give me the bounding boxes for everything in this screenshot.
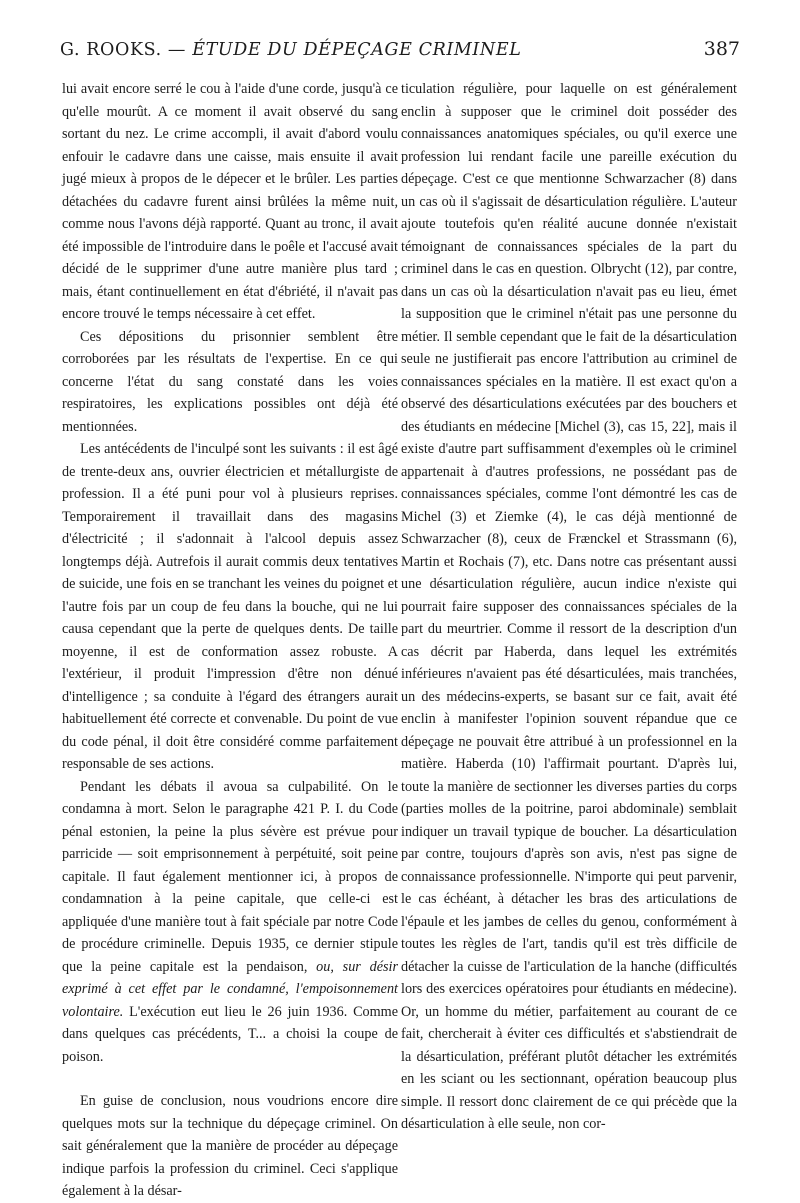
page-number: 387 bbox=[703, 38, 740, 60]
left-paragraph-3: Les antécédents de l'inculpé sont les suivants : il est âgé de trente-deux ans, ouvrier électricien et métallurgiste de profession. Il a été puni pour vol à plusieurs reprises. Temporairement il travaillait dans des magasins d'électricité ; il s'adonnait à l'alcool depuis assez longtemps déjà. Autrefois il aurait commis deux tentatives de suicide, une fois en se tranchant les veines du poignet et l'autre fois par un coup de feu dans la bouche, qui ne lui causa cependant que la perte de quelques dents. De taille moyenne, il est de conformation assez robuste. A l'extérieur, il produit l'impression d'être non dénué d'intelligence ; sa conduite à l'égard des étrangers aurait habituellement été correcte et convenable. Du point de vue du code pénal, il doit être considéré comme parfaitement responsable de ses actions. bbox=[62, 441, 398, 772]
header-dash: — bbox=[161, 40, 193, 60]
right-column bbox=[401, 78, 737, 1136]
left-column bbox=[62, 78, 398, 1203]
p4-text-after: L'exécution eut lieu le 26 juin 1936. Comme dans quelques cas précédents, T... a choisi la coupe de poison. bbox=[62, 1003, 398, 1065]
right-paragraph-1: ticulation régulière, pour laquelle on est généralement enclin à supposer que le criminel doit posséder des connaissances anatomiques spéciales, ou qu'il exerce une profession lui rendant facile une pareille exécution du dépeçage. C'est ce que mentionne Schwarzacher (8) dans un cas où il s'agissait de désarticulation régulière. L'auteur ajoute toutefois qu'en réalité aucune donnée n'existait témoignant de connaissances spéciales de la part du criminel dans le cas en question. Olbrycht (12), par contre, dans un cas où la désarticulation n'avait pas eu lieu, émet la supposition que le criminel n'était pas une personne du métier. Il semble cependant que le fait de la désarticulation seule ne justifierait pas encore l'attribution au criminel de connaissances spéciales en la matière. Il est exact qu'on a observé des désarticulations exécutées par des bouchers et des étudiants en médecine [Michel (3), cas 15, 22], mais il existe d'autre part suffisamment d'exemples où le criminel appartenait à d'autres professions, ne possédant pas de connaissances spéciales, comme l'ont démontré les cas de Michel (3) et Ziemke (4), le cas déjà mentionné de Schwarzacher (8), ceux de Frænckel et Strassmann (6), Martin et Rochais (7), etc. Dans notre cas présentant aussi une désarticulation régulière, aucun indice n'existe qui pourrait faire supposer des connaissances spéciales de la part du meurtrier. Comme il ressort de la description d'un cas décrit par Haberda, dans lequel les extrémités inférieures n'avaient pas été désarticulées, mais tranchées, un des médecins-experts, se basant sur ce fait, avait été enclin à manifester l'opinion souvent répandue que ce dépeçage ne pouvait être attribué à un professionnel en la matière. Haberda (10) l'affirmait pourtant. D'après lui, toute la manière de sectionner les diverses parties du corps (parties molles de la poitrine, paroi abdominale) semblait indiquer un travail typique de boucher. La désarticulation par contre, toujours d'après son avis, n'est pas signe de connaissance professionnelle. N'importe qui peut parvenir, le cas échéant, à détacher les bras des articulations de l'épaule et les jambes de celles du genou, conformément à toutes les règles de l'art, tandis qu'il est très difficile de détacher la cuisse de l'articulation de la hanche (difficultés lors des exercices opératoires pour étudiants en médecine). Or, un homme du métier, parfaitement au courant de ce fait, chercherait à éviter ces difficultés et s'abstiendrait de la désarticulation, préférant plutôt détacher les extrémités en les sciant ou les sectionnant, opération beaucoup plus simple. Il ressort donc clairement de ce qui précède que la désarticulation à elle seule, non cor- bbox=[401, 81, 737, 1132]
left-paragraph-4 bbox=[62, 776, 398, 1069]
left-paragraph-2: Ces dépositions du prisonnier semblent être corroborées par les résultats de l'expertise. En ce qui concerne l'état du sang constaté dans les voies respiratoires, les explications possibles ont déjà été mentionnées. bbox=[62, 328, 398, 435]
running-header bbox=[60, 38, 740, 72]
header-title: ÉTUDE DU DÉPEÇAGE CRIMINEL bbox=[192, 40, 522, 60]
running-head bbox=[60, 40, 521, 60]
left-paragraph-5: En guise de conclusion, nous voudrions encore dire quelques mots sur la technique du dépeçage criminel. On sait généralement que la manière de procéder au dépeçage indique parfois la profession du criminel. Ceci s'applique également à la désar- bbox=[62, 1093, 398, 1199]
left-paragraph-1: lui avait encore serré le cou à l'aide d'une corde, jusqu'à ce qu'elle mourût. A ce moment il avait observé du sang sortant du nez. Le crime accompli, il avait d'abord voulu enfouir le cadavre dans une caisse, mais ensuite il avait jugé mieux à propos de le dépecer et le brûler. Les parties détachées du cadavre furent ainsi brûlées la même nuit, comme nous l'avons déjà rapporté. Quant au tronc, il avait été impossible de l'introduire dans le poêle et l'accusé avait décidé de le supprimer d'une autre manière plus tard ; mais, étant continuellement en état d'ébriété, il n'avait pas encore trouvé le temps nécessaire à cet effet. bbox=[62, 81, 398, 322]
header-author: G. ROOKS. bbox=[60, 40, 162, 60]
p4-italic-text: ou, sur désir exprimé à cet effet par le condamné, l'empoisonnement volontaire. bbox=[62, 958, 398, 1020]
p4-text-before: Pendant les débats il avoua sa culpabilité. On le condamna à mort. Selon le paragraphe 421 P. I. du Code pénal estonien, la peine la plus sévère est prévue pour parricide — soit emprisonnement à perpétuité, soit peine capitale. Il faut également mentionner ici, à propos de condamnation à la peine capitale, que celle-ci est appliquée d'une manière tout à fait spéciale par notre Code de procédure criminelle. Depuis 1935, ce dernier stipule que la peine capitale est la pendaison, bbox=[62, 778, 398, 975]
